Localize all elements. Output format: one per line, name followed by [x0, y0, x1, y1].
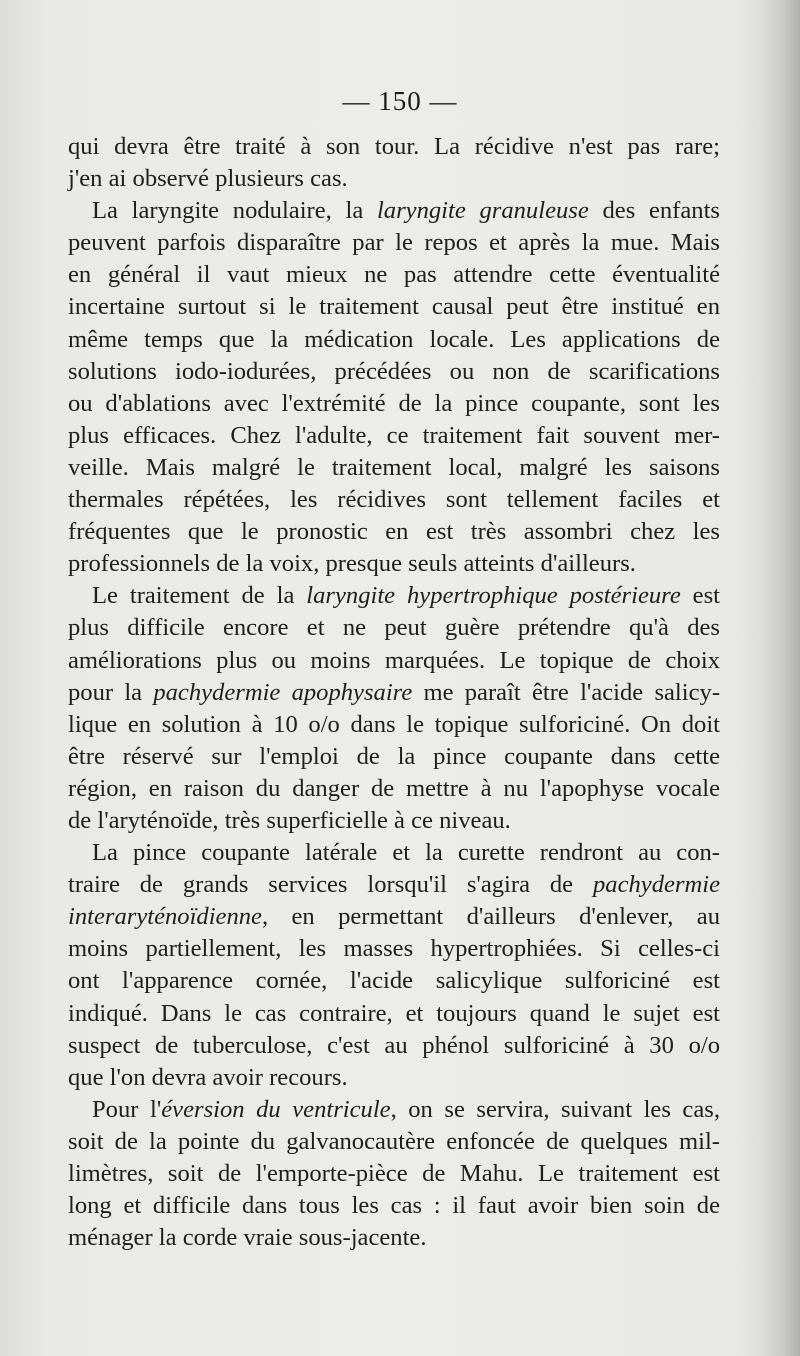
text-run: moins partiellement, les masses hypertrophiées. Si celles-ci: [68, 935, 720, 963]
text-run: , on se servira, suivant les cas,: [390, 1095, 720, 1123]
text-line: [68, 1062, 720, 1094]
text-line: [68, 741, 720, 773]
text-line: [68, 773, 720, 805]
text-run: j'en ai observé plusieurs cas.: [68, 165, 348, 193]
text-run: ont l'apparence cornée, l'acide salicylique sulforiciné est: [68, 967, 720, 995]
text-run: ou d'ablations avec l'extrémité de la pince coupante, sont les: [68, 389, 720, 417]
text-run: plus efficaces. Chez l'adulte, ce traitement fait souvent mer-: [68, 421, 720, 449]
text-line: [68, 1094, 720, 1126]
text-run: lique en solution à 10 o/o dans le topique sulforiciné. On doit: [68, 710, 720, 738]
text-run: région, en raison du danger de mettre à nu l'apophyse vocale: [68, 774, 720, 802]
text-run: ménager la corde vraie sous-jacente.: [68, 1224, 427, 1252]
text-run: La laryngite nodulaire, la: [92, 197, 377, 225]
text-line: [68, 1158, 720, 1190]
text-run: fréquentes que le pronostic en est très assombri chez les: [68, 518, 720, 546]
text-run: améliorations plus ou moins marquées. Le topique de choix: [68, 646, 720, 674]
text-run: Le traitement de la: [92, 582, 307, 610]
text-line: [68, 163, 720, 195]
text-line: [68, 965, 720, 997]
text-line: [68, 324, 720, 356]
italic-term: laryngite granuleuse: [376, 197, 589, 225]
text-run: incertaine surtout si le traitement causal peut être institué en: [68, 293, 720, 321]
text-run: long et difficile dans tous les cas : il faut avoir bien soin de: [68, 1192, 720, 1220]
text-line: [68, 612, 720, 644]
italic-term: éversion du ventricule: [161, 1095, 391, 1123]
text-line: [68, 516, 720, 548]
text-run: pour la: [68, 678, 154, 706]
text-line: [68, 1222, 720, 1254]
text-line: [68, 484, 720, 516]
text-run: qui devra être traité à son tour. La récidive n'est pas rare;: [68, 133, 720, 160]
text-line: [68, 837, 720, 869]
body-text: [68, 131, 720, 1254]
text-line: [68, 356, 720, 388]
page-edge-shadow: [762, 0, 800, 1356]
text-line: [68, 1126, 720, 1158]
text-run: traire de grands services lorsqu'il s'agira de: [68, 871, 593, 899]
text-line: [68, 195, 720, 227]
text-line: [68, 709, 720, 741]
text-line: [68, 901, 720, 933]
text-run: soit de la pointe du galvanocautère enfoncée de quelques mil-: [68, 1127, 720, 1155]
page-number: — 150 —: [342, 86, 458, 116]
text-run: La pince coupante latérale et la curette rendront au con-: [92, 839, 720, 867]
text-line: [68, 388, 720, 420]
italic-term: pachydermie apophysaire: [153, 678, 413, 706]
text-run: professionnels de la voix, presque seuls atteints d'ailleurs.: [68, 550, 636, 578]
text-line: [68, 1030, 720, 1062]
text-run: thermales répétées, les récidives sont tellement faciles et: [68, 486, 720, 514]
text-line: [68, 580, 720, 612]
text-run: limètres, soit de l'emporte-pièce de Mahu. Le traitement est: [68, 1160, 720, 1187]
text-run: des enfants: [588, 197, 720, 225]
text-line: [68, 259, 720, 291]
text-line: [68, 548, 720, 580]
text-run: que l'on devra avoir recours.: [68, 1063, 348, 1091]
italic-term: pachydermie: [592, 871, 720, 899]
italic-term: interaryténoïdienne: [68, 903, 262, 931]
text-run: même temps que la médication locale. Les applications de: [68, 325, 720, 353]
text-run: indiqué. Dans le cas contraire, et toujours quand le sujet est: [68, 999, 720, 1027]
text-line: [68, 933, 720, 965]
text-run: plus difficile encore et ne peut guère prétendre qu'à des: [68, 614, 720, 642]
text-line: [68, 131, 720, 163]
text-run: être réservé sur l'emploi de la pince coupante dans cette: [68, 742, 720, 770]
italic-term: laryngite hypertrophique postérieure: [306, 582, 681, 610]
text-line: [68, 998, 720, 1030]
text-run: est: [680, 582, 720, 610]
text-run: , en permettant d'ailleurs d'enlever, au: [261, 903, 720, 931]
text-run: Pour l': [92, 1095, 162, 1123]
text-run: veille. Mais malgré le traitement local, malgré les saisons: [68, 453, 720, 481]
text-run: peuvent parfois disparaître par le repos et après la mue. Mais: [68, 229, 720, 257]
text-run: solutions iodo-iodurées, précédées ou non de scarifications: [68, 357, 720, 385]
text-line: [68, 291, 720, 323]
text-line: [68, 805, 720, 837]
text-line: [68, 452, 720, 484]
text-run: suspect de tuberculose, c'est au phénol sulforiciné à 30 o/o: [68, 1031, 720, 1059]
text-line: [68, 677, 720, 709]
text-line: [68, 420, 720, 452]
text-line: [68, 645, 720, 677]
text-line: [68, 227, 720, 259]
text-line: [68, 869, 720, 901]
text-run: en général il vaut mieux ne pas attendre cette éventualité: [68, 261, 720, 289]
text-run: de l'aryténoïde, très superficielle à ce niveau.: [68, 806, 511, 834]
text-run: me paraît être l'acide salicy-: [412, 678, 721, 706]
text-line: [68, 1190, 720, 1222]
